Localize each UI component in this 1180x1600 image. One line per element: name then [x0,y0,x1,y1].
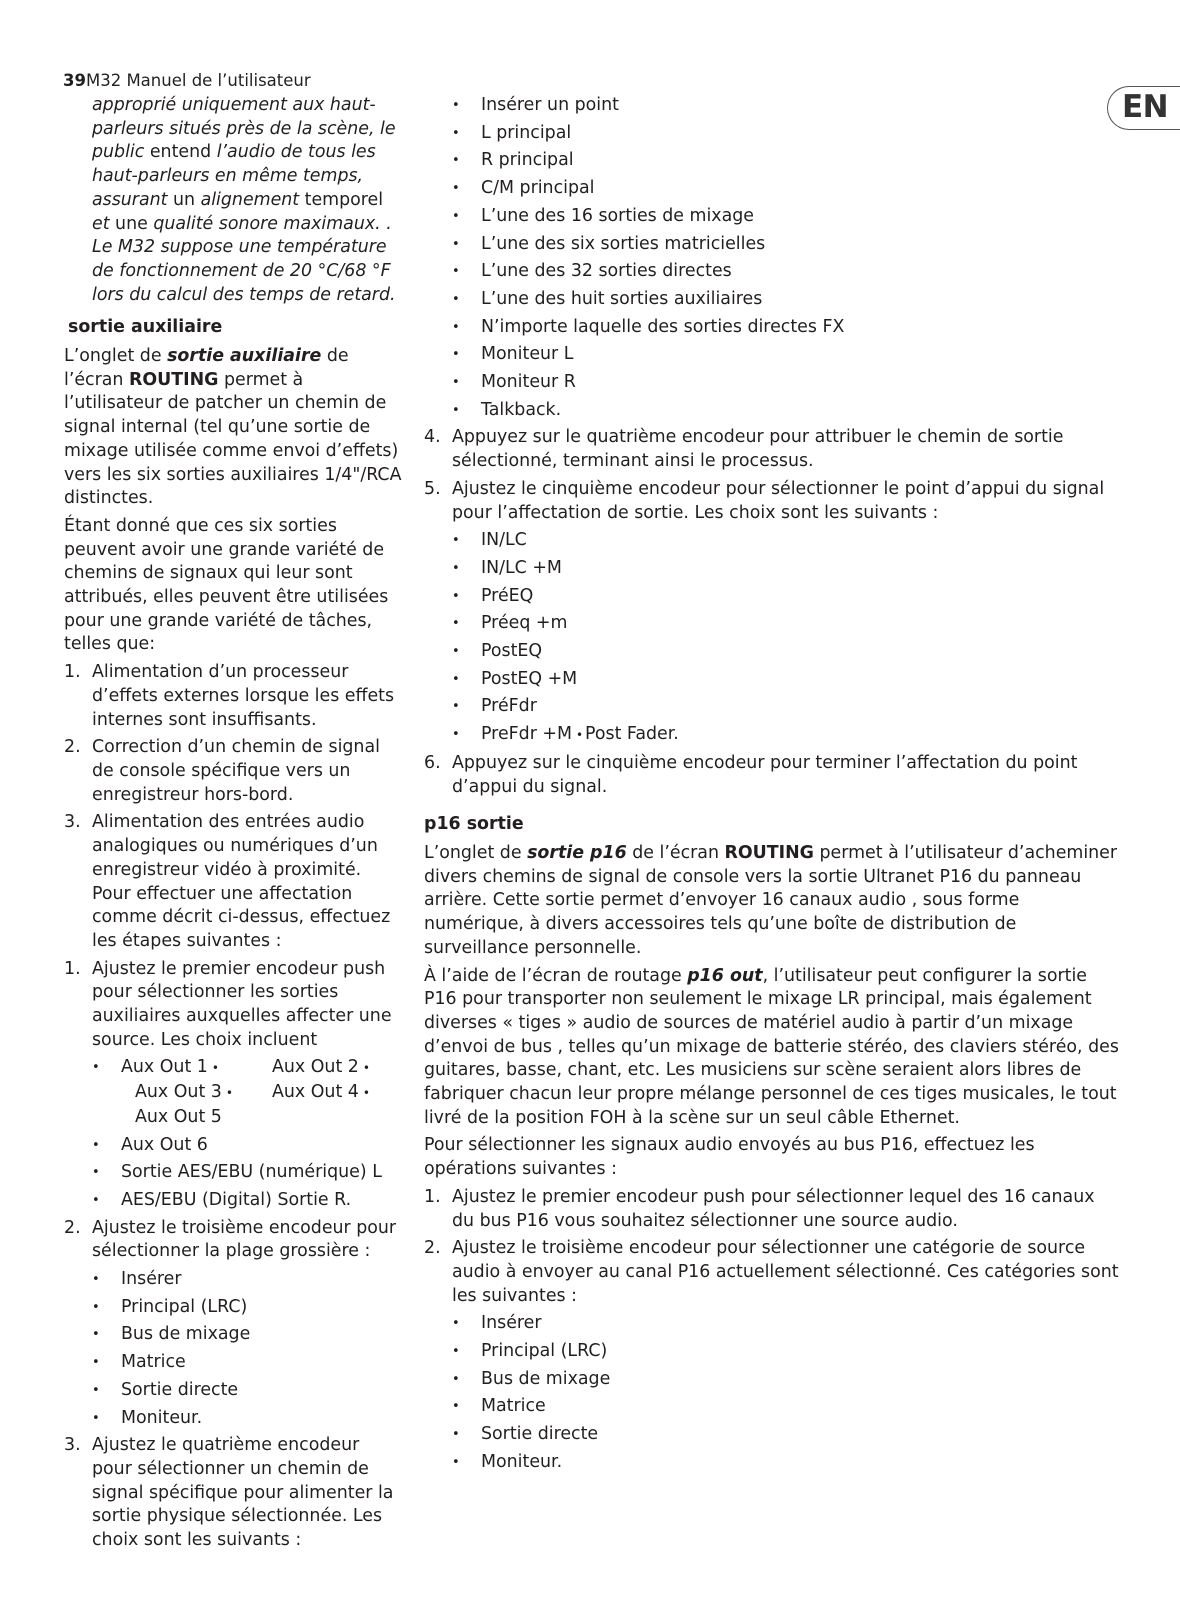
aux-choices-more [64,1134,404,1213]
section-heading-p16: p16 sortie [424,814,524,835]
aux-choices-grid [64,1056,404,1129]
language-badge: EN [1107,86,1180,130]
list-item: • PréFdr [424,695,1120,719]
intro-line: parleurs situés près de la scène, le [92,118,396,139]
intro-line: assurant un alignement temporel [92,189,384,210]
step-6: 6. Appuyez sur le cinquième encodeur pour terminer l’affectation du point d’appui du signal. [424,752,1078,797]
intro-continuation [64,94,404,307]
list-item: • Moniteur L [424,343,1120,367]
range-choices [64,1268,404,1430]
right-column [424,94,1120,1475]
p16-paragraph-1: L’onglet de sortie p16 de l’écran ROUTING permet à l’utilisateur d’acheminer divers chemins de signal de console vers la sortie Ultranet P16 du panneau arrière. Cette sortie permet d’envoyer 16 canaux audio , sous forme numérique, à divers accessoires tels qu’une boîte de distribution de surveillance personnelle. [424,842,1118,958]
list-item: • Bus de mixage [424,1368,1120,1392]
list-item: • IN/LC +M [424,557,1120,581]
list-item: • Moniteur. [64,1407,404,1431]
step-1: 1. Ajustez le premier encodeur push pour sélectionner les sorties auxiliaires auxquelles affecter une source. Les choix incluent [64,958,392,1050]
list-item: • L’une des 16 sorties de mixage [424,205,1120,229]
document-title: M32 Manuel de l’utilisateur [85,71,311,90]
intro-line: approprié uniquement aux haut- [92,95,376,115]
list-item: • PostEQ [424,640,1120,664]
list-item: • N’importe laquelle des sorties directes FX [424,316,1120,340]
uses-list [64,661,404,953]
left-column [64,94,404,1553]
list-item: • Insérer [424,1312,1120,1336]
list-item: 2. Correction d’un chemin de signal de console spécifique vers un enregistreur hors-bord. [64,737,380,805]
list-item: • Sortie directe [424,1423,1120,1447]
step-5: 5. Ajustez le cinquième encodeur pour sélectionner le point d’appui du signal pour l’affectation de sortie. Les choix sont les suivants : [424,478,1105,523]
p16-choices [424,1312,1120,1474]
list-item: • AES/EBU (Digital) Sortie R. [64,1189,404,1213]
list-item: • Aux Out 6 [64,1134,404,1158]
list-item: • PostEQ +M [424,668,1120,692]
list-item: 1. Ajustez le premier encodeur push pour sélectionner lequel des 16 canaux du bus P16 vous souhaitez sélectionner une source audio. [424,1186,1095,1231]
list-item: • Moniteur R [424,371,1120,395]
tap-choices [424,529,1120,748]
step-2: 2. Ajustez le troisième encodeur pour sélectionner la plage grossière : [64,1217,397,1262]
page-number: 39 [63,71,86,90]
list-item: • PréEQ [424,585,1120,609]
list-item: • L principal [424,122,1120,146]
intro-line: haut-parleurs en même temps, [92,166,364,187]
list-item: • Talkback. [424,399,1120,423]
intro-line: public entend l’audio de tous les [92,142,376,163]
p16-paragraph-3: Pour sélectionner les signaux audio envoyés au bus P16, effectuez les opérations suivantes : [424,1135,1035,1180]
aux-choice: • Aux Out 1 • [121,1057,219,1078]
list-item: 2. Ajustez le troisième encodeur pour sélectionner une catégorie de source audio à envoyer au canal P16 actuellement sélectionné. Ces catégories sont les suivantes : [424,1238,1119,1306]
aux-choice: Aux Out 5 [135,1106,222,1127]
step-4: 4. Appuyez sur le quatrième encodeur pour attribuer le chemin de sortie sélectionné, terminant ainsi le processus. [424,427,1064,472]
list-item: • Matrice [64,1351,404,1375]
list-item: • Moniteur. [424,1451,1120,1475]
list-item: • C/M principal [424,177,1120,201]
intro-line: Le M32 suppose une température [92,237,387,258]
intro-line: de fonctionnement de 20 °C/68 °F [92,260,391,281]
list-item: • Bus de mixage [64,1323,404,1347]
list-item: • Préeq +m [424,612,1120,636]
aux-choice: Aux Out 3 • [135,1082,233,1103]
list-item: • Sortie AES/EBU (numérique) L [64,1161,404,1185]
list-item: • L’une des 32 sorties directes [424,260,1120,284]
list-item: • Insérer [64,1268,404,1292]
aux-choice: Aux Out 2 • [272,1057,370,1078]
list-item: • Principal (LRC) [64,1296,404,1320]
page-header [63,71,311,91]
list-item: • Matrice [424,1395,1120,1419]
section-heading-aux: sortie auxiliaire [68,317,223,338]
intro-line: lors du calcul des temps de retard. [92,284,396,305]
p16-steps [424,1186,1120,1309]
intro-line: et une qualité sonore maximaux. . [92,213,392,234]
list-item: • PreFdr +M • Post Fader. [424,723,1120,748]
list-item: • L’une des huit sorties auxiliaires [424,288,1120,312]
list-item: 3. Alimentation des entrées audio analogiques ou numériques d’un enregistreur vidéo à proximité. Pour effectuer une affectation comme décrit ci-dessus, effectuez les étapes suivantes : [64,812,391,951]
list-item: • L’une des six sorties matricielles [424,233,1120,257]
aux-choice: Aux Out 4 • [272,1082,370,1103]
aux-paragraph-1: L’onglet de sortie auxiliaire de l’écran ROUTING permet à l’utilisateur de patcher un chemin de signal internal (tel qu’une sortie de mixage utilisée comme envoi d’effets) vers les six sorties auxiliaires 1/4"/RCA distinctes. [64,346,402,509]
p16-paragraph-2: À l’aide de l’écran de routage p16 out, l’utilisateur peut configurer la sortie P16 pour transporter non seulement le mixage LR principal, mais également diverses « tiges » audio de sources de matériel audio à partir d’un mixage d’envoi de bus , telles qu’un mixage de batterie stéréo, des claviers stéréo, des guitares, basse, chant, etc. Les musiciens sur scène seraient alors libres de fabriquer chacun leur propre mélange personnel de ces tiges musicales, le tout livré de la position FOH à la scène sur un seul câble Ethernet. [424,965,1119,1128]
step-3: 3. Ajustez le quatrième encodeur pour sélectionner un chemin de signal spécifique pour alimenter la sortie physique sélectionnée. Les choix sont les suivants : [64,1435,394,1551]
list-item: • R principal [424,149,1120,173]
path-choices [424,94,1120,422]
list-item: • Insérer un point [424,94,1120,118]
list-item: • Principal (LRC) [424,1340,1120,1364]
list-item: • IN/LC [424,529,1120,553]
list-item: 1. Alimentation d’un processeur d’effets externes lorsque les effets internes sont insuffisants. [64,662,395,730]
list-item: • Sortie directe [64,1379,404,1403]
aux-paragraph-2: Étant donné que ces six sorties peuvent avoir une grande variété de chemins de signaux qui leur sont attribués, elles peuvent être utilisées pour une grande variété de tâches, telles que: [64,515,389,655]
